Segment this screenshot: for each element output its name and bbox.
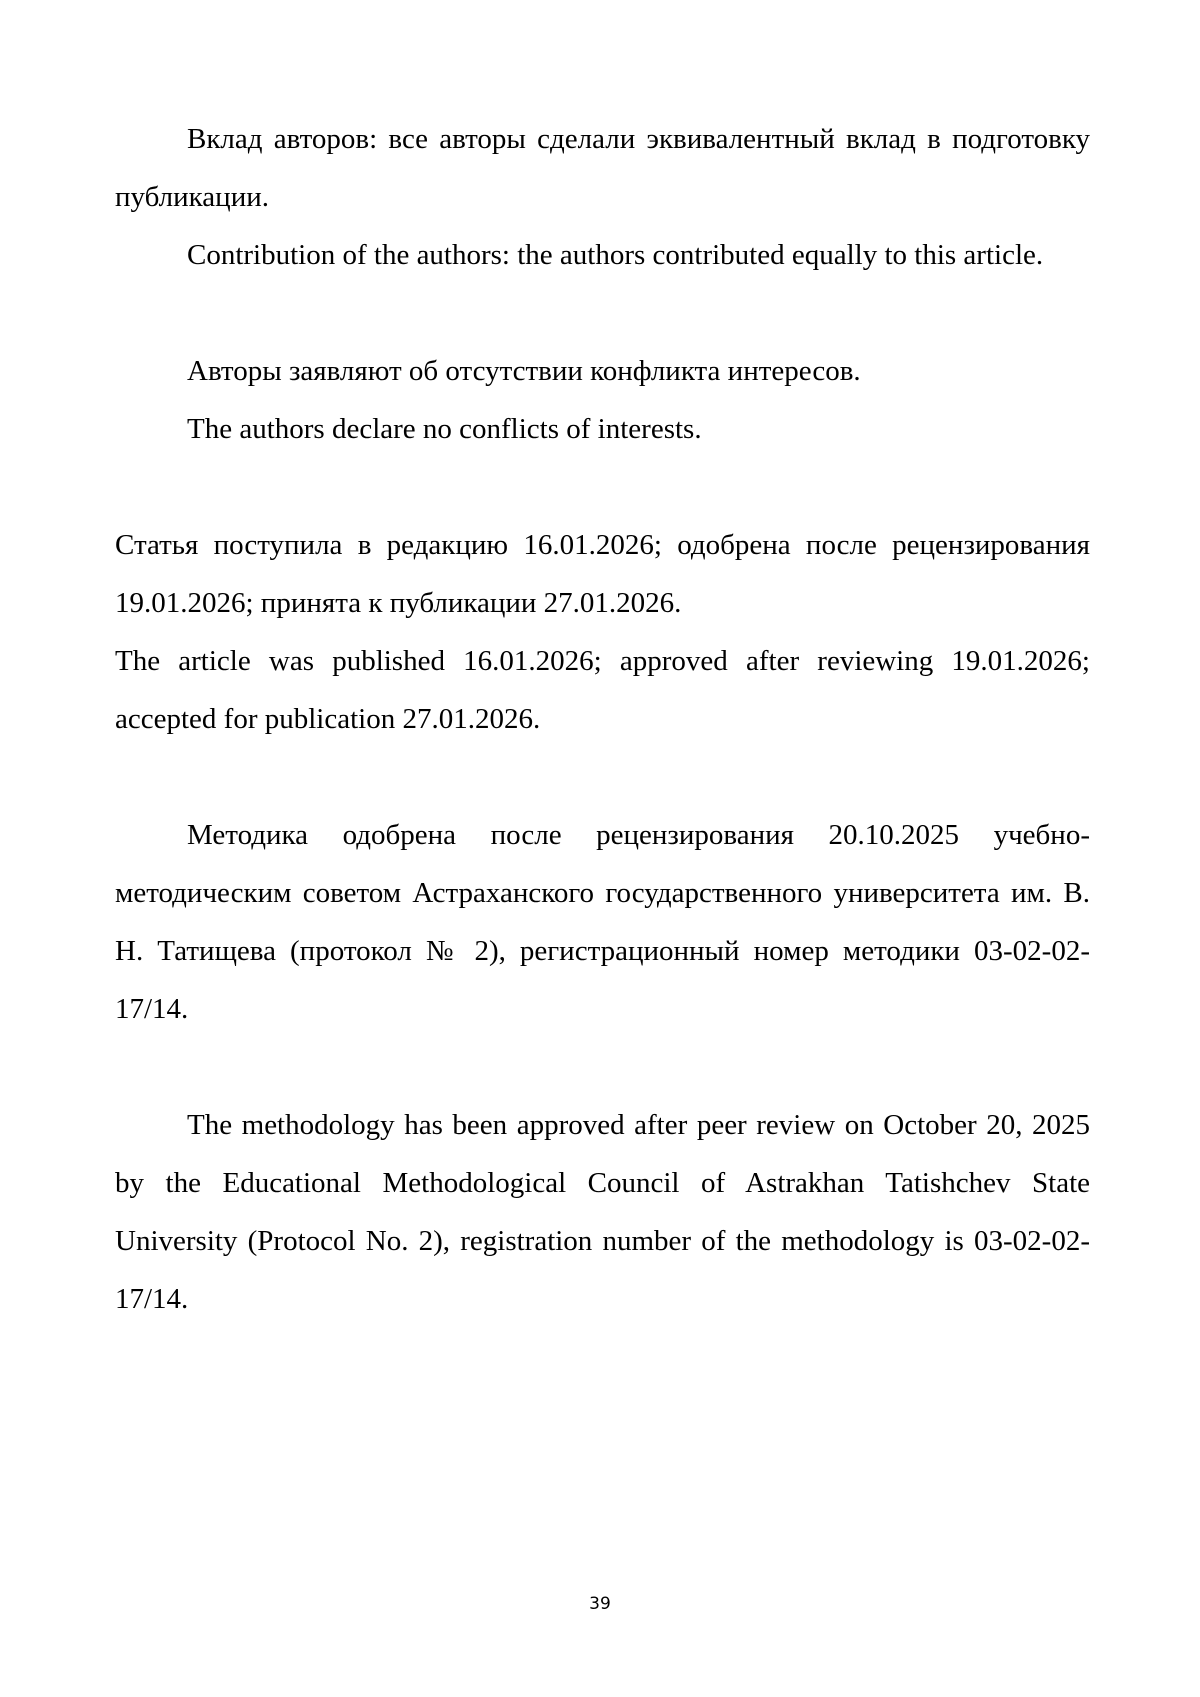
conflict-en-paragraph: The authors declare no conflicts of interests. — [187, 413, 702, 445]
spacer — [115, 1038, 1090, 1096]
spacer — [115, 748, 1090, 806]
contribution-ru-paragraph: Вклад авторов: все авторы сделали эквивалентный вклад в подготовку публикации. — [115, 123, 1090, 213]
methodology-ru-paragraph: Методика одобрена после рецензирования 20.10.2025 учебно-методическим советом Астраханского государственного университета им. В. Н. Татищева (протокол № 2), регистрационный номер методики 03-02-02-17/14. — [115, 819, 1090, 1025]
methodology-en-paragraph: The methodology has been approved after peer review on October 20, 2025 by the Educational Methodological Council of Astrakhan Tatishchev State University (Protocol No. 2), registration number of the methodology is 03-02-02-17/14. — [115, 1109, 1090, 1315]
conflict-ru-paragraph: Авторы заявляют об отсутствии конфликта интересов. — [187, 355, 861, 387]
page-number: 39 — [589, 1594, 611, 1614]
spacer — [115, 458, 1090, 516]
contribution-en-paragraph: Contribution of the authors: the authors contributed equally to this article. — [187, 239, 1044, 271]
document-page — [115, 110, 1090, 1328]
dates-en-paragraph: The article was published 16.01.2026; approved after reviewing 19.01.2026; accepted for publication 27.01.2026. — [115, 645, 1090, 735]
dates-ru-paragraph: Статья поступила в редакцию 16.01.2026; одобрена после рецензирования 19.01.2026; принята к публикации 27.01.2026. — [115, 529, 1090, 619]
spacer — [115, 284, 1090, 342]
